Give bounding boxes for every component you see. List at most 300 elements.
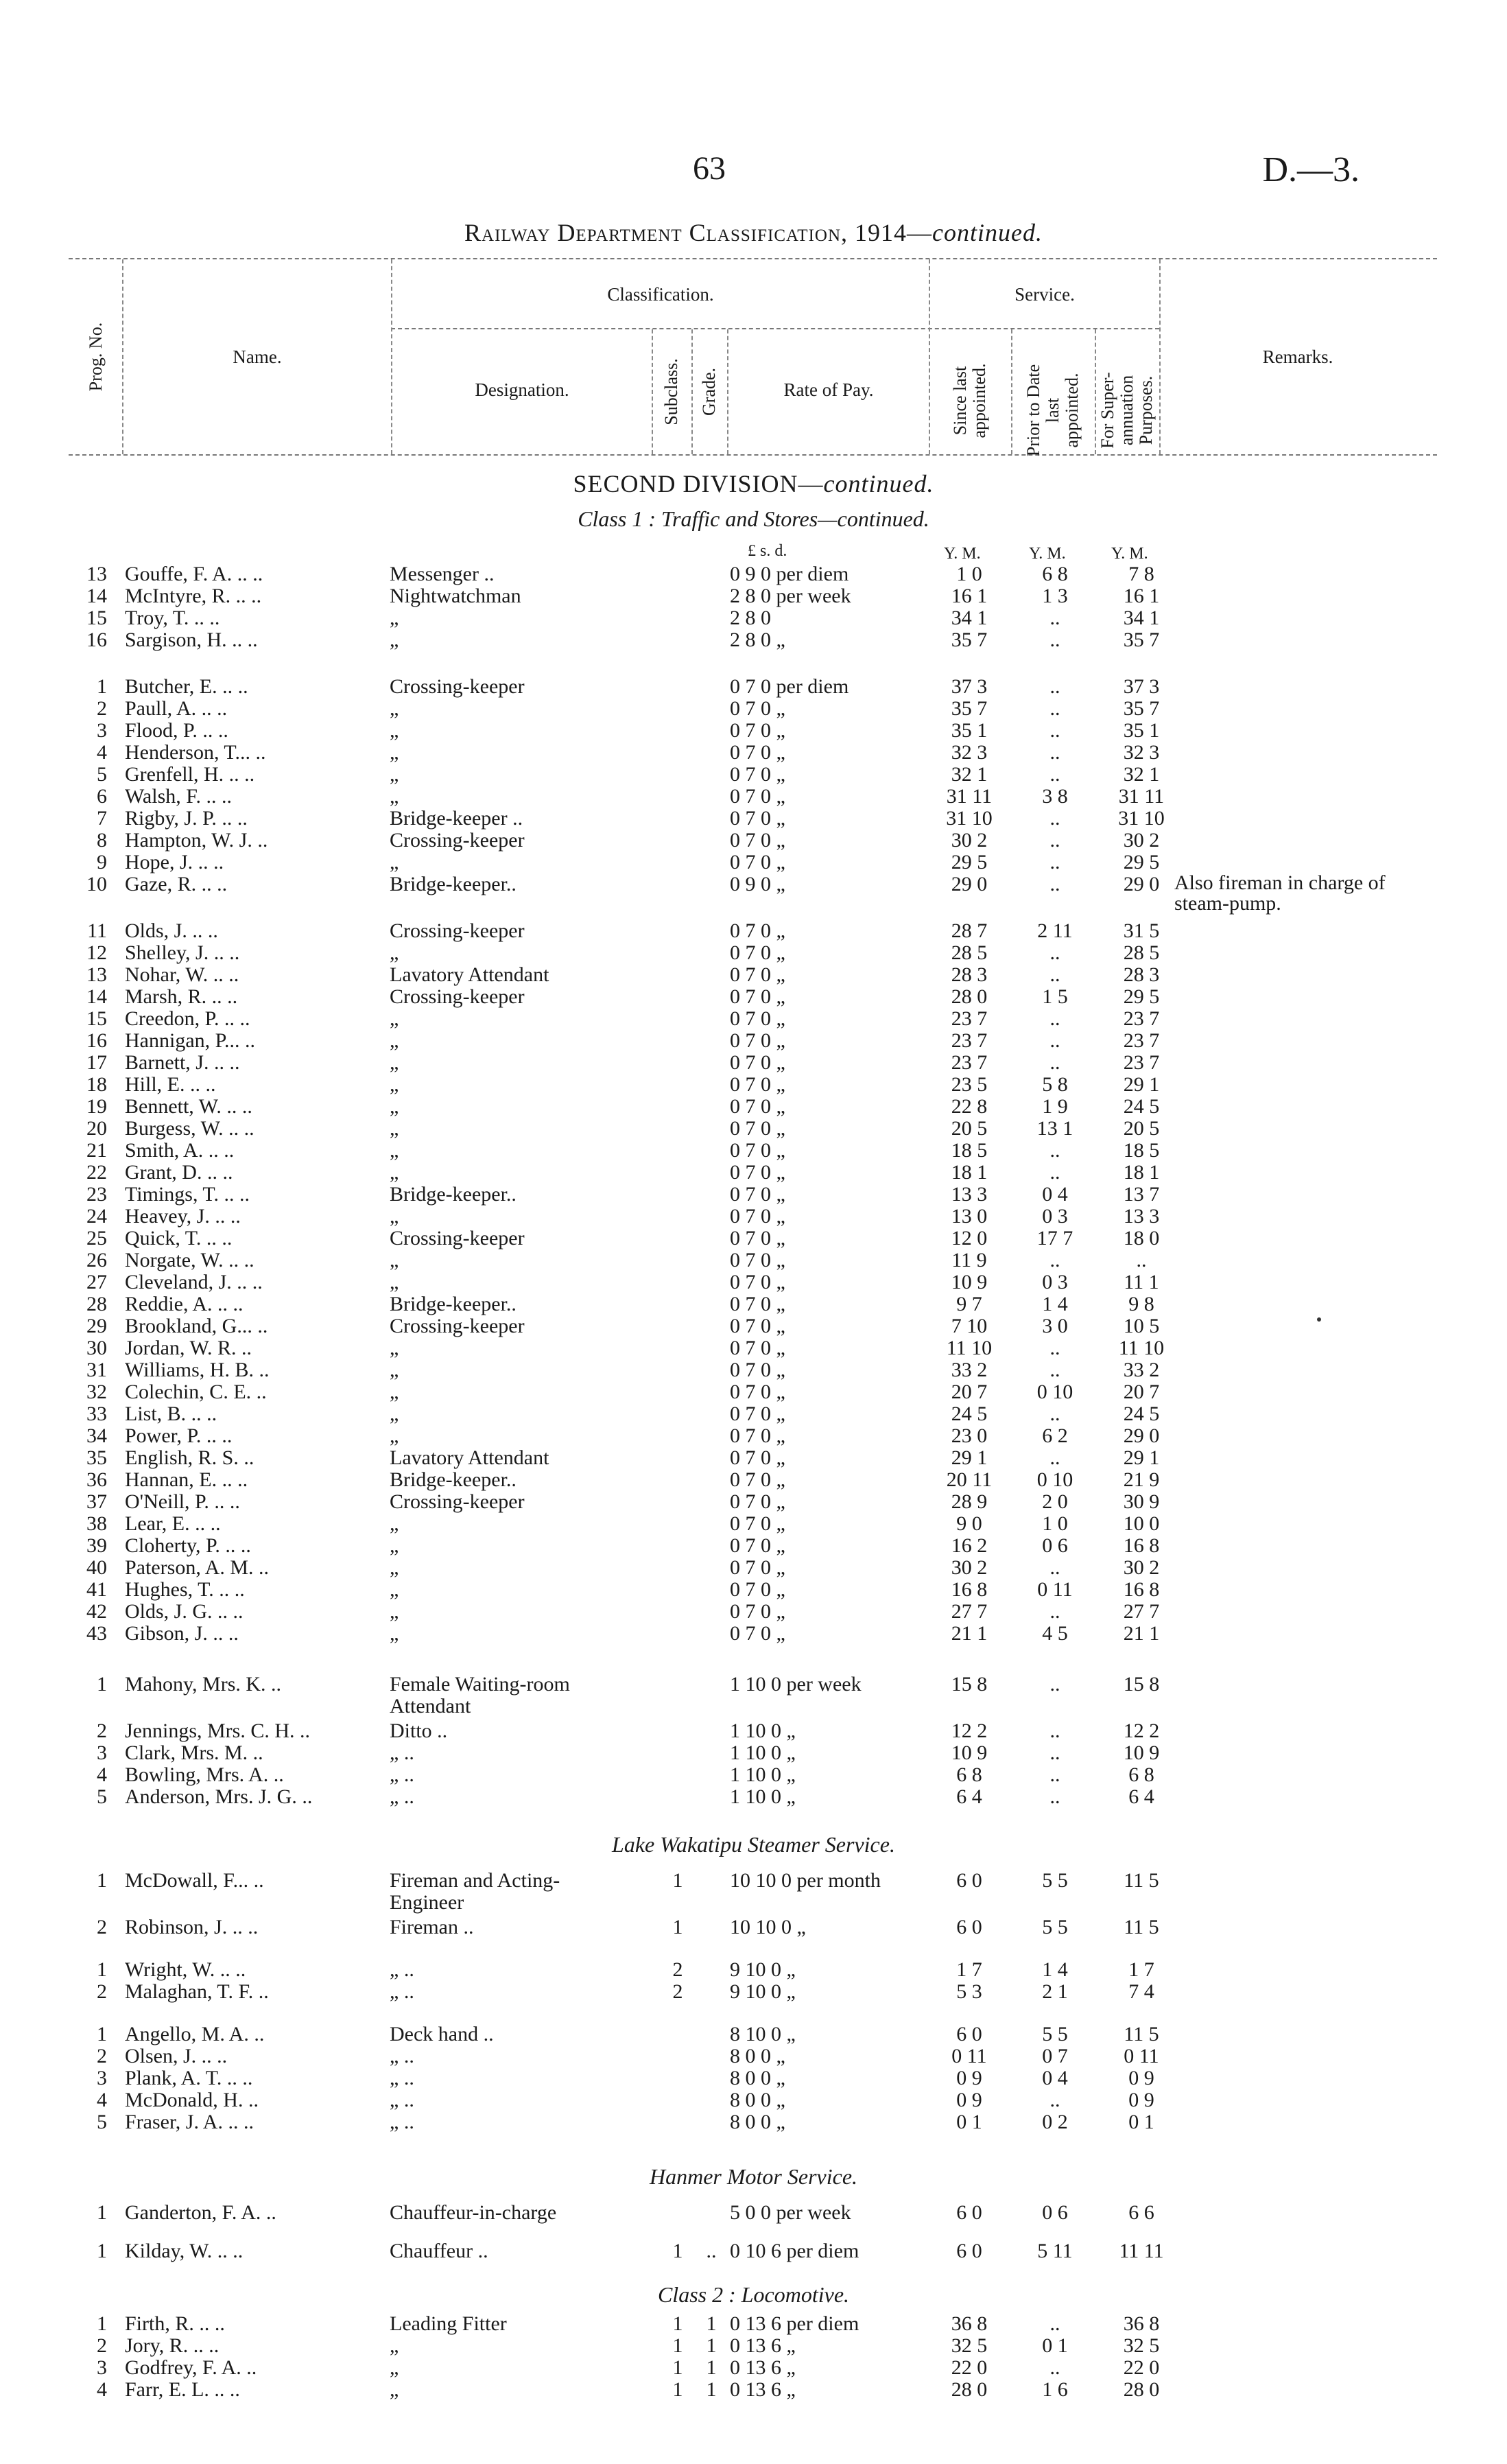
cell-prior-to: .. <box>1049 1741 1060 1764</box>
cell-since-last: 33 2 <box>951 1359 988 1381</box>
table-row <box>0 1381 1507 1403</box>
cell-since-last: 20 7 <box>951 1381 988 1403</box>
cell-for-super: 28 0 <box>1123 2378 1160 2401</box>
cell-designation: „ .. <box>390 1763 414 1786</box>
cell-prog: 36 <box>86 1468 107 1491</box>
table-row <box>0 719 1507 742</box>
cell-prog: 35 <box>86 1446 107 1469</box>
cell-name: Lear, E. .. .. <box>125 1512 221 1535</box>
cell-designation: Lavatory Attendant <box>390 963 549 986</box>
col-divider <box>1011 329 1012 454</box>
cell-rate: 5 0 0 per week <box>730 2201 851 2224</box>
cell-prog: 42 <box>86 1600 107 1623</box>
table-row <box>0 1468 1507 1491</box>
section-heading <box>0 469 1507 498</box>
table-row <box>0 1183 1507 1206</box>
cell-since-last: 11 9 <box>951 1249 987 1271</box>
cell-for-super: 7 8 <box>1128 563 1154 585</box>
cell-name: Butcher, E. .. .. <box>125 675 248 698</box>
cell-prog: 20 <box>86 1117 107 1140</box>
cell-for-super: 18 0 <box>1123 1227 1160 1249</box>
cell-name: Firth, R. .. .. <box>125 2312 225 2335</box>
units-money: £ s. d. <box>748 542 787 560</box>
cell-name: Olds, J. G. .. .. <box>125 1600 244 1623</box>
cell-since-last: 28 5 <box>951 941 988 964</box>
header-prog-no: Prog. No. <box>86 322 106 392</box>
cell-prog: 43 <box>86 1622 107 1645</box>
cell-prior-to: .. <box>1049 829 1060 852</box>
cell-prog: 12 <box>86 941 107 964</box>
cell-name: Gibson, J. .. .. <box>125 1622 239 1645</box>
cell-prior-to: 5 5 <box>1042 1916 1068 1938</box>
cell-designation: „ <box>390 2356 399 2379</box>
cell-designation: „ <box>390 1073 399 1096</box>
cell-since-last: 31 11 <box>946 785 993 808</box>
header-grade: Grade. <box>699 368 719 416</box>
cell-name: Williams, H. B. .. <box>125 1359 270 1381</box>
table-row <box>0 1512 1507 1535</box>
cell-designation: „ <box>390 1205 399 1228</box>
cell-subclass: 2 <box>672 1958 683 1981</box>
cell-rate: 0 7 0 „ <box>730 1315 785 1337</box>
cell-prior-to: .. <box>1049 1359 1060 1381</box>
cell-rate: 0 7 0 „ <box>730 1556 785 1579</box>
cell-name: Wright, W. .. .. <box>125 1958 246 1981</box>
table-row <box>0 1249 1507 1271</box>
cell-prog: 5 <box>97 2111 107 2133</box>
cell-name: Brookland, G... .. <box>125 1315 268 1337</box>
cell-designation: „ .. <box>390 1741 414 1764</box>
cell-for-super: 6 4 <box>1128 1785 1154 1808</box>
section-main: SECOND DIVISION— <box>573 470 824 497</box>
cell-rate: 0 7 0 „ <box>730 741 785 764</box>
title-year: , 1914— <box>841 219 933 246</box>
cell-name: Norgate, W. .. .. <box>125 1249 254 1271</box>
cell-prior-to: 0 4 <box>1042 1183 1068 1206</box>
cell-name: McDonald, H. .. <box>125 2089 259 2111</box>
cell-prior-to: .. <box>1049 1051 1060 1074</box>
subsection-class1: Class 1 : Traffic and Stores—continued. <box>578 506 929 531</box>
cell-rate: 0 7 0 „ <box>730 1139 785 1162</box>
cell-subclass: 1 <box>672 2334 683 2357</box>
cell-prior-to: .. <box>1049 1139 1060 1162</box>
cell-designation: „ <box>390 1095 399 1118</box>
cell-designation: „ .. <box>390 1785 414 1808</box>
cell-designation: Crossing-keeper <box>390 675 525 698</box>
table-row <box>0 763 1507 786</box>
cell-prior-to: .. <box>1049 807 1060 830</box>
table-row <box>0 607 1507 629</box>
cell-prog: 1 <box>97 2240 107 2262</box>
cell-designation: „ <box>390 1622 399 1645</box>
cell-designation-continued: Attendant <box>390 1695 471 1717</box>
cell-since-last: 16 2 <box>951 1534 988 1557</box>
cell-rate: 9 10 0 „ <box>730 1958 796 1981</box>
cell-since-last: 6 0 <box>956 1869 982 1892</box>
cell-designation: Bridge-keeper.. <box>390 1183 517 1206</box>
cell-since-last: 32 1 <box>951 763 988 786</box>
cell-prog: 3 <box>97 719 107 742</box>
cell-prog: 22 <box>86 1161 107 1184</box>
cell-since-last: 13 3 <box>951 1183 988 1206</box>
cell-name: Shelley, J. .. .. <box>125 941 240 964</box>
cell-subclass: 1 <box>672 2312 683 2335</box>
cell-subclass: 2 <box>672 1980 683 2003</box>
table-row <box>0 2240 1507 2262</box>
header-service: Service. <box>1014 284 1075 305</box>
cell-since-last: 6 0 <box>956 2023 982 2045</box>
cell-for-super: 18 1 <box>1123 1161 1160 1184</box>
cell-prog: 8 <box>97 829 107 852</box>
cell-prog: 41 <box>86 1578 107 1601</box>
cell-name: Cloherty, P. .. .. <box>125 1534 251 1557</box>
cell-name: Olsen, J. .. .. <box>125 2045 228 2067</box>
cell-designation: Lavatory Attendant <box>390 1446 549 1469</box>
table-row <box>0 1271 1507 1293</box>
cell-prog: 4 <box>97 741 107 764</box>
cell-prior-to: .. <box>1049 1029 1060 1052</box>
cell-designation: Bridge-keeper.. <box>390 1293 517 1315</box>
cell-prior-to: .. <box>1049 1720 1060 1742</box>
cell-prior-to: 1 5 <box>1042 985 1068 1008</box>
table-row <box>0 1359 1507 1381</box>
cell-since-last: 12 2 <box>951 1720 988 1742</box>
cell-rate: 0 7 0 „ <box>730 763 785 786</box>
cell-designation: Messenger .. <box>390 563 495 585</box>
cell-name: Hannan, E. .. .. <box>125 1468 248 1491</box>
header-subclass: Subclass. <box>661 358 681 425</box>
cell-since-last: 9 7 <box>956 1293 982 1315</box>
cell-since-last: 28 9 <box>951 1490 988 1513</box>
cell-name: List, B. .. .. <box>125 1403 217 1425</box>
header-for-super: For Super-annuation Purposes. <box>1097 372 1156 449</box>
cell-for-super: .. <box>1136 1249 1147 1271</box>
table-row <box>0 1763 1507 1786</box>
cell-prog: 2 <box>97 2045 107 2067</box>
cell-since-last: 6 4 <box>956 1785 982 1808</box>
cell-for-super: 11 11 <box>1119 2240 1164 2262</box>
cell-rate: 0 7 0 „ <box>730 1446 785 1469</box>
cell-rate: 0 7 0 „ <box>730 1095 785 1118</box>
cell-prog: 1 <box>97 1958 107 1981</box>
table-row <box>0 1785 1507 1808</box>
cell-prog: 19 <box>86 1095 107 1118</box>
cell-for-super: 22 0 <box>1123 2356 1160 2379</box>
cell-name: Plank, A. T. .. .. <box>125 2067 253 2089</box>
cell-prog: 4 <box>97 2378 107 2401</box>
cell-designation: „ <box>390 1424 399 1447</box>
table-row <box>0 1293 1507 1315</box>
cell-prior-to: 5 11 <box>1037 2240 1073 2262</box>
cell-prior-to: .. <box>1049 2089 1060 2111</box>
cell-for-super: 35 7 <box>1123 697 1160 720</box>
cell-name: Smith, A. .. .. <box>125 1139 235 1162</box>
cell-for-super: 34 1 <box>1123 607 1160 629</box>
cell-for-super: 36 8 <box>1123 2312 1160 2335</box>
cell-rate: 0 7 0 „ <box>730 719 785 742</box>
cell-prior-to: .. <box>1049 2356 1060 2379</box>
cell-rate: 0 7 0 „ <box>730 1249 785 1271</box>
cell-name: Barnett, J. .. .. <box>125 1051 240 1074</box>
cell-name: Malaghan, T. F. .. <box>125 1980 269 2003</box>
cell-rate: 2 8 0 <box>730 607 771 629</box>
table-row <box>0 1578 1507 1601</box>
units-super: Y. M. <box>1111 545 1148 563</box>
cell-prior-to: 0 2 <box>1042 2111 1068 2133</box>
cell-prior-to: 1 4 <box>1042 1958 1068 1981</box>
cell-for-super: 33 2 <box>1123 1359 1160 1381</box>
cell-prior-to: .. <box>1049 1446 1060 1469</box>
cell-name: Godfrey, F. A. .. <box>125 2356 257 2379</box>
table-row <box>0 2312 1507 2335</box>
cell-prior-to: .. <box>1049 1785 1060 1808</box>
cell-prior-to: .. <box>1049 741 1060 764</box>
table-row <box>0 1673 1507 1696</box>
cell-for-super: 37 3 <box>1123 675 1160 698</box>
cell-since-last: 30 2 <box>951 1556 988 1579</box>
cell-since-last: 23 7 <box>951 1029 988 1052</box>
cell-name: Power, P. .. .. <box>125 1424 233 1447</box>
cell-name: Clark, Mrs. M. .. <box>125 1741 263 1764</box>
cell-prior-to: .. <box>1049 675 1060 698</box>
cell-name: Creedon, P. .. .. <box>125 1007 250 1030</box>
cell-designation: Fireman .. <box>390 1916 474 1938</box>
table-row <box>0 697 1507 720</box>
cell-prior-to: 0 4 <box>1042 2067 1068 2089</box>
cell-since-last: 20 5 <box>951 1117 988 1140</box>
header-mid-rule <box>391 328 1159 329</box>
table-row <box>0 741 1507 764</box>
cell-for-super: 30 9 <box>1123 1490 1160 1513</box>
cell-rate: 0 7 0 „ <box>730 1512 785 1535</box>
cell-for-super: 29 1 <box>1123 1073 1160 1096</box>
table-row <box>0 675 1507 698</box>
cell-since-last: 7 10 <box>951 1315 988 1337</box>
cell-rate: 0 7 0 „ <box>730 1359 785 1381</box>
cell-rate: 0 7 0 „ <box>730 941 785 964</box>
cell-name: Ganderton, F. A. .. <box>125 2201 276 2224</box>
cell-since-last: 32 3 <box>951 741 988 764</box>
cell-name: Jordan, W. R. .. <box>125 1337 252 1359</box>
cell-rate: 9 10 0 „ <box>730 1980 796 2003</box>
cell-prog: 1 <box>97 1673 107 1696</box>
cell-prior-to: .. <box>1049 2312 1060 2335</box>
cell-rate: 8 0 0 „ <box>730 2089 785 2111</box>
cell-designation: „ .. <box>390 1980 414 2003</box>
cell-name: Hill, E. .. .. <box>125 1073 216 1096</box>
cell-name: O'Neill, P. .. .. <box>125 1490 240 1513</box>
cell-since-last: 15 8 <box>951 1673 988 1696</box>
cell-name: Jennings, Mrs. C. H. .. <box>125 1720 311 1742</box>
cell-for-super: 11 10 <box>1118 1337 1165 1359</box>
table-row <box>0 1720 1507 1742</box>
cell-designation: Crossing-keeper <box>390 1227 525 1249</box>
cell-designation: „ <box>390 629 399 651</box>
cell-for-super: 1 7 <box>1128 1958 1154 1981</box>
table-row <box>0 1337 1507 1359</box>
cell-rate: 0 7 0 „ <box>730 1578 785 1601</box>
cell-for-super: 12 2 <box>1123 1720 1160 1742</box>
table-row <box>0 629 1507 651</box>
cell-name: Nohar, W. .. .. <box>125 963 239 986</box>
cell-name: Olds, J. .. .. <box>125 919 218 942</box>
table-row <box>0 785 1507 808</box>
cell-for-super: 21 9 <box>1123 1468 1160 1491</box>
cell-prog: 2 <box>97 2334 107 2357</box>
cell-name: Sargison, H. .. .. <box>125 629 258 651</box>
cell-rate: 10 10 0 per month <box>730 1869 881 1892</box>
table-row <box>0 1161 1507 1184</box>
cell-designation: „ <box>390 851 399 873</box>
cell-rate: 0 7 0 „ <box>730 919 785 942</box>
cell-since-last: 10 9 <box>951 1271 988 1293</box>
cell-prog: 18 <box>86 1073 107 1096</box>
cell-prior-to: .. <box>1049 851 1060 873</box>
cell-prior-to: 0 3 <box>1042 1271 1068 1293</box>
cell-subclass: 1 <box>672 1916 683 1938</box>
cell-since-last: 0 1 <box>956 2111 982 2133</box>
cell-name: Flood, P. .. .. <box>125 719 228 742</box>
cell-designation: „ <box>390 1029 399 1052</box>
cell-prior-to: 0 11 <box>1037 1578 1073 1601</box>
table-row <box>0 2111 1507 2133</box>
cell-prior-to: .. <box>1049 763 1060 786</box>
cell-since-last: 12 0 <box>951 1227 988 1249</box>
table-row <box>0 1073 1507 1096</box>
cell-prior-to: 2 11 <box>1037 919 1073 942</box>
cell-prior-to: .. <box>1049 873 1060 895</box>
cell-designation: Crossing-keeper <box>390 985 525 1008</box>
cell-rate: 0 7 0 per diem <box>730 675 849 698</box>
cell-prior-to: 0 3 <box>1042 1205 1068 1228</box>
cell-name: Jory, R. .. .. <box>125 2334 219 2357</box>
cell-rate: 1 10 0 per week <box>730 1673 862 1696</box>
cell-for-super: 11 5 <box>1124 2023 1159 2045</box>
cell-rate: 8 0 0 „ <box>730 2067 785 2089</box>
cell-since-last: 1 7 <box>956 1958 982 1981</box>
cell-for-super: 0 9 <box>1128 2089 1154 2111</box>
cell-since-last: 10 9 <box>951 1741 988 1764</box>
cell-designation: „ <box>390 1117 399 1140</box>
cell-prior-to: .. <box>1049 1249 1060 1271</box>
cell-designation: „ .. <box>390 2111 414 2133</box>
cell-rate: 0 7 0 „ <box>730 807 785 830</box>
cell-name: Bennett, W. .. .. <box>125 1095 252 1118</box>
table-row <box>0 2067 1507 2089</box>
cell-name: Robinson, J. .. .. <box>125 1916 259 1938</box>
cell-prior-to: 1 4 <box>1042 1293 1068 1315</box>
cell-prior-to: 13 1 <box>1036 1117 1073 1140</box>
cell-prog: 34 <box>86 1424 107 1447</box>
cell-prior-to: .. <box>1049 1403 1060 1425</box>
cell-for-super: 27 7 <box>1123 1600 1160 1623</box>
cell-designation: Crossing-keeper <box>390 1490 525 1513</box>
cell-designation: „ <box>390 2378 399 2401</box>
cell-prog: 33 <box>86 1403 107 1425</box>
header-classification: Classification. <box>607 284 714 305</box>
cell-designation: Nightwatchman <box>390 585 521 607</box>
cell-prog: 37 <box>86 1490 107 1513</box>
cell-for-super: 35 7 <box>1123 629 1160 651</box>
cell-designation: „ <box>390 1337 399 1359</box>
title-text: Railway Department Classification <box>464 219 842 246</box>
cell-grade: .. <box>706 2240 717 2262</box>
cell-prior-to: .. <box>1049 963 1060 986</box>
cell-subclass: 1 <box>672 1869 683 1892</box>
cell-for-super: 16 8 <box>1123 1534 1160 1557</box>
cell-since-last: 32 5 <box>951 2334 988 2357</box>
cell-prog: 40 <box>86 1556 107 1579</box>
cell-prior-to: 2 0 <box>1042 1490 1068 1513</box>
cell-designation: „ .. <box>390 2045 414 2067</box>
cell-for-super: 23 7 <box>1123 1007 1160 1030</box>
cell-since-last: 23 7 <box>951 1007 988 1030</box>
table-row <box>0 941 1507 964</box>
cell-prog: 5 <box>97 763 107 786</box>
cell-rate: 0 7 0 „ <box>730 785 785 808</box>
cell-rate: 0 13 6 „ <box>730 2356 796 2379</box>
page-title <box>0 218 1507 247</box>
cell-name: Reddie, A. .. .. <box>125 1293 244 1315</box>
cell-for-super: 18 5 <box>1123 1139 1160 1162</box>
cell-rate: 0 7 0 „ <box>730 829 785 852</box>
cell-prog: 14 <box>86 585 107 607</box>
cell-designation: „ <box>390 607 399 629</box>
cell-name: Grant, D. .. .. <box>125 1161 233 1184</box>
cell-prior-to: 3 0 <box>1042 1315 1068 1337</box>
cell-name: Angello, M. A. .. <box>125 2023 265 2045</box>
cell-since-last: 29 5 <box>951 851 988 873</box>
cell-for-super: 31 11 <box>1118 785 1165 808</box>
cell-since-last: 0 9 <box>956 2089 982 2111</box>
cell-since-last: 23 7 <box>951 1051 988 1074</box>
cell-for-super: 11 1 <box>1124 1271 1159 1293</box>
cell-designation: „ <box>390 2334 399 2357</box>
table-row <box>0 1051 1507 1074</box>
cell-for-super: 21 1 <box>1123 1622 1160 1645</box>
cell-name: McIntyre, R. .. .. <box>125 585 262 607</box>
table-row <box>0 2089 1507 2111</box>
cell-for-super: 29 5 <box>1123 985 1160 1008</box>
cell-name: Hampton, W. J. .. <box>125 829 268 852</box>
cell-prior-to: .. <box>1049 1161 1060 1184</box>
table-row <box>0 1534 1507 1557</box>
cell-designation: „ .. <box>390 2067 414 2089</box>
table-row <box>0 2023 1507 2045</box>
cell-for-super: 31 10 <box>1118 807 1165 830</box>
cell-prog: 1 <box>97 2201 107 2224</box>
table-row <box>0 1980 1507 2003</box>
subsection-class2: Class 2 : Locomotive. <box>657 2282 850 2307</box>
cell-prior-to: 6 2 <box>1042 1424 1068 1447</box>
cell-prog: 2 <box>97 697 107 720</box>
cell-since-last: 20 11 <box>946 1468 993 1491</box>
cell-designation: „ <box>390 1556 399 1579</box>
cell-for-super: 35 1 <box>1123 719 1160 742</box>
cell-since-last: 11 10 <box>946 1337 993 1359</box>
cell-designation: Ditto .. <box>390 1720 448 1742</box>
cell-prior-to: 0 1 <box>1042 2334 1068 2357</box>
cell-for-super: 28 3 <box>1123 963 1160 986</box>
cell-rate: 0 7 0 „ <box>730 1403 785 1425</box>
cell-name: Kilday, W. .. .. <box>125 2240 244 2262</box>
cell-prior-to: .. <box>1049 697 1060 720</box>
table-row <box>0 1424 1507 1447</box>
cell-designation: „ <box>390 1139 399 1162</box>
cell-prog: 27 <box>86 1271 107 1293</box>
cell-prior-to: 6 8 <box>1042 563 1068 585</box>
cell-designation: „ <box>390 1534 399 1557</box>
